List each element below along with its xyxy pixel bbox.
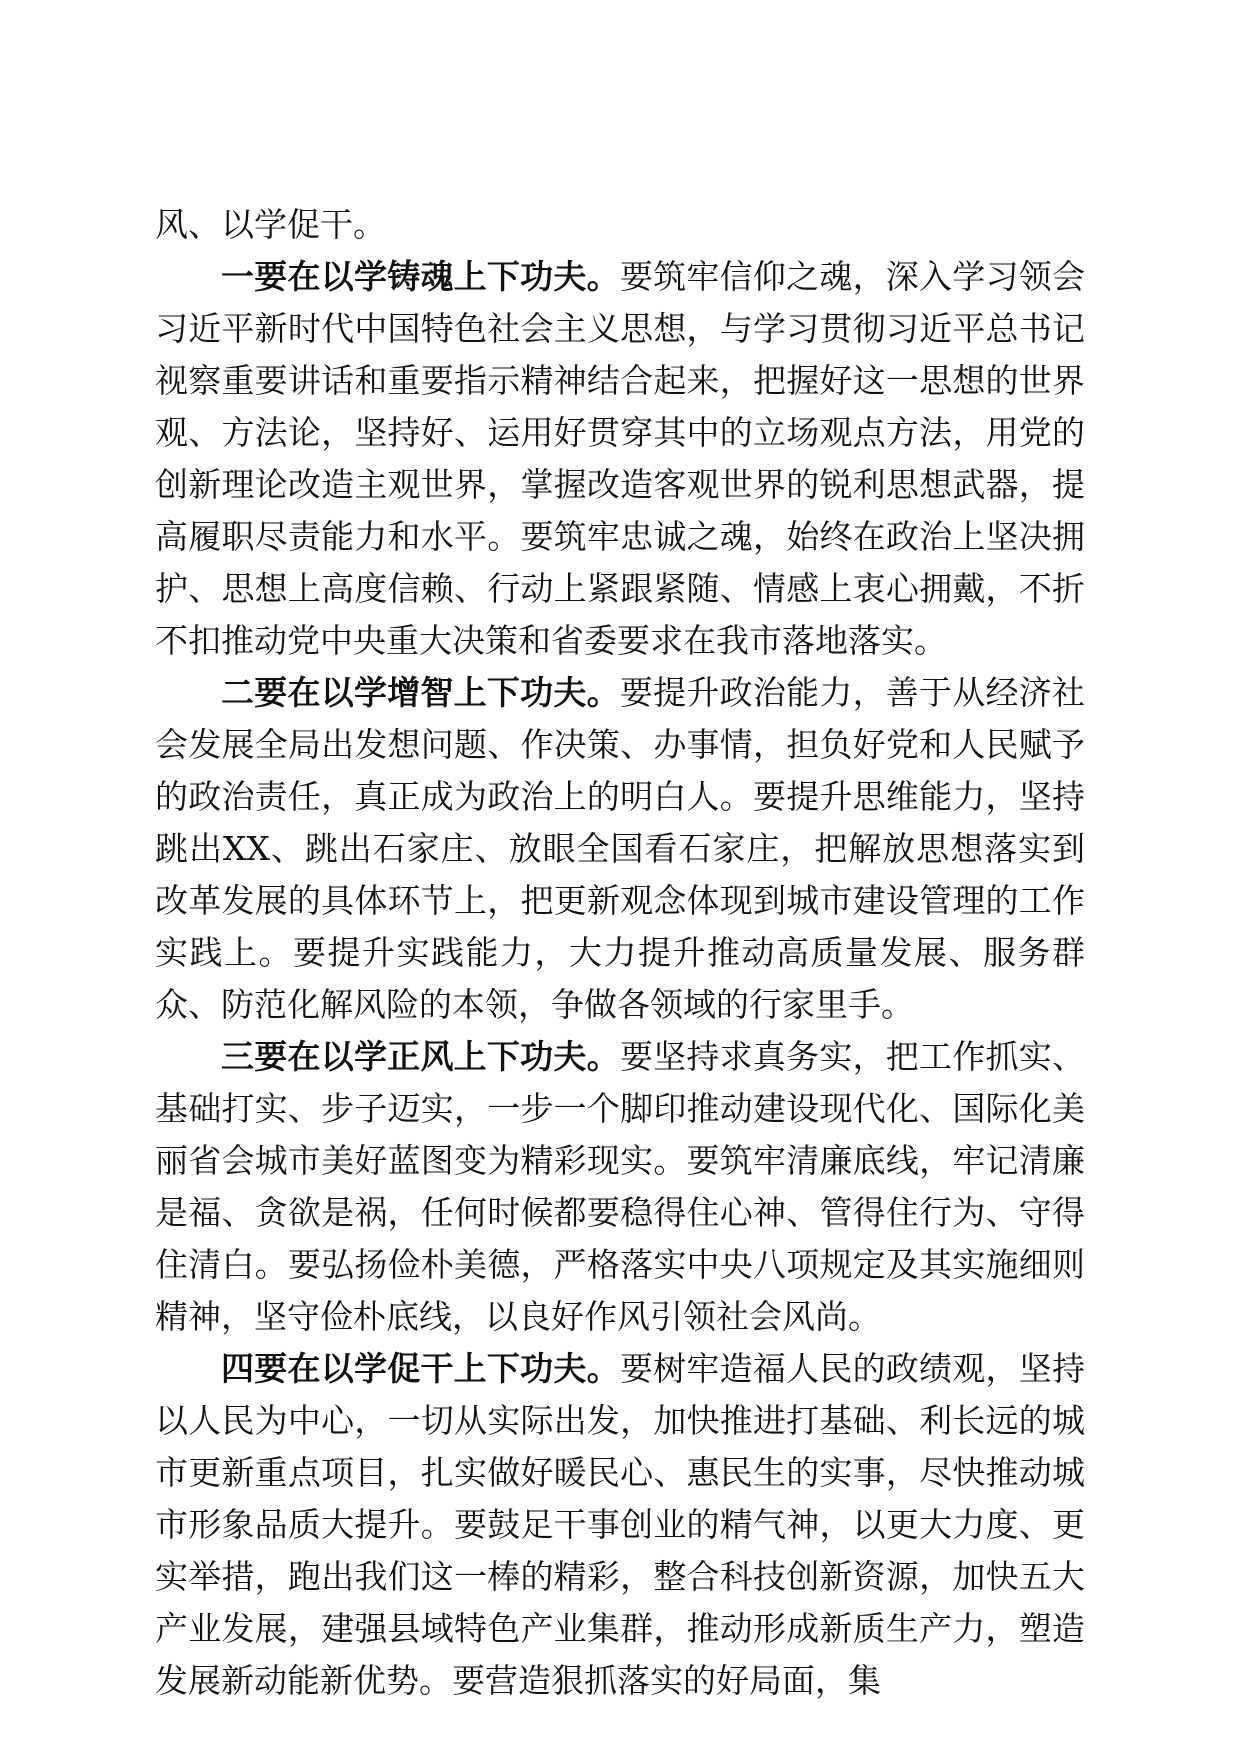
paragraph-text: 要树牢造福人民的政绩观，坚持以人民为中心，一切从实际出发，加快推进打基础、利长远的城市更新重点项目，扎实做好暖民心、惠民生的实事，尽快推动城市形象品质大提升。要鼓足干事创业的精气神，以更大力度、更实举措，跑出我们这一棒的精彩，整合科技创新资源，加快五大产业发展，建强县域特色产业集群，推动形成新质生产力，塑造发展新动能新优势。要营造狠抓落实的好局面，集 xyxy=(155,1349,1086,1700)
paragraph-heading: 一要在以学铸魂上下功夫。 xyxy=(221,257,620,296)
paragraph-point-1 xyxy=(155,251,1085,667)
paragraph-text: 要提升政治能力，善于从经济社会发展全局出发想问题、作决策、办事情，担负好党和人民赋予的政治责任，真正成为政治上的明白人。要提升思维能力，坚持跳出XX、跳出石家庄、放眼全国看石家庄，把解放思想落实到改革发展的具体环节上，把更新观念体现到城市建设管理的工作实践上。要提升实践能力，大力提升推动高质量发展、服务群众、防范化解风险的本领，争做各领域的行家里手。 xyxy=(155,673,1086,1024)
paragraph-text: 要坚持求真务实，把工作抓实、基础打实、步子迈实，一步一个脚印推动建设现代化、国际化美丽省会城市美好蓝图变为精彩现实。要筑牢清廉底线，牢记清廉是福、贪欲是祸，任何时候都要稳得住心神、管得住行为、守得住清白。要弘扬俭朴美德，严格落实中央八项规定及其实施细则精神，坚守俭朴底线，以良好作风引领社会风尚。 xyxy=(155,1037,1086,1336)
paragraph-text: 风、以学促干。 xyxy=(155,205,386,244)
paragraph-point-3 xyxy=(155,1031,1085,1343)
paragraph-heading: 三要在以学正风上下功夫。 xyxy=(221,1037,620,1076)
paragraph-point-2 xyxy=(155,667,1085,1031)
document-body xyxy=(155,199,1085,1707)
paragraph-text: 要筑牢信仰之魂，深入学习领会习近平新时代中国特色社会主义思想，与学习贯彻习近平总书记视察重要讲话和重要指示精神结合起来，把握好这一思想的世界观、方法论，坚持好、运用好贯穿其中的立场观点方法，用党的创新理论改造主观世界，掌握改造客观世界的锐利思想武器，提高履职尽责能力和水平。要筑牢忠诚之魂，始终在政治上坚决拥护、思想上高度信赖、行动上紧跟紧随、情感上衷心拥戴，不折不扣推动党中央重大决策和省委要求在我市落地落实。 xyxy=(155,257,1086,660)
paragraph-heading: 二要在以学增智上下功夫。 xyxy=(221,673,620,712)
paragraph-point-4 xyxy=(155,1343,1085,1707)
paragraph-heading: 四要在以学促干上下功夫。 xyxy=(221,1349,620,1388)
paragraph-continuation xyxy=(155,199,1085,251)
